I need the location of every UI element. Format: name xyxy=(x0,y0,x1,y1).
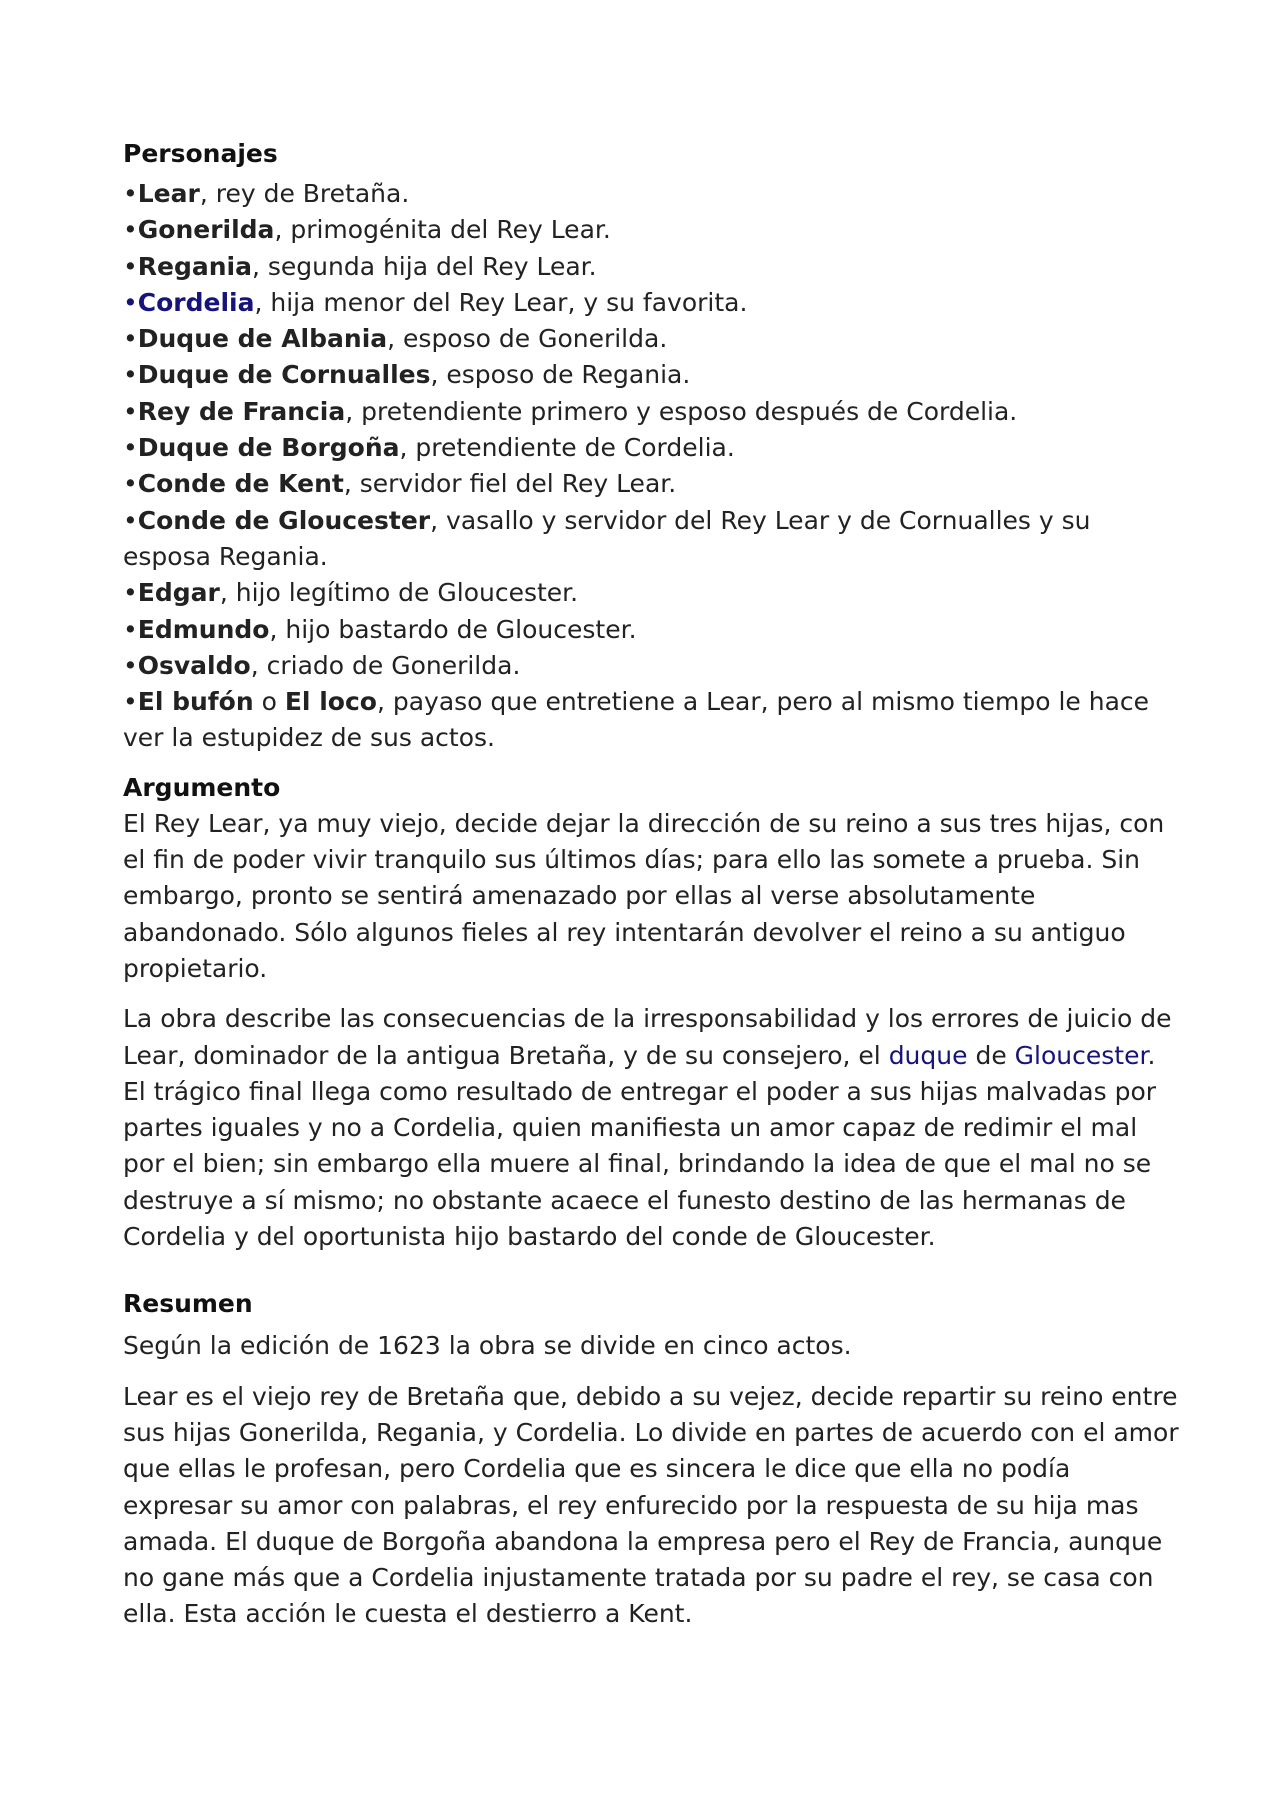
section-heading-personajes: Personajes xyxy=(123,139,278,168)
list-item: •Conde de Kent, servidor fiel del Rey Lear. xyxy=(123,469,677,499)
list-item: •Duque de Borgoña, pretendiente de Cordelia. xyxy=(123,433,735,463)
paragraph: Según la edición de 1623 la obra se divide en cinco actos. xyxy=(123,1331,852,1361)
list-item: •Duque de Albania, esposo de Gonerilda. xyxy=(123,324,668,354)
list-item: •Rey de Francia, pretendiente primero y esposo después de Cordelia. xyxy=(123,396,1018,426)
character-name: Gonerilda xyxy=(137,215,275,245)
character-name: Duque de Albania xyxy=(137,324,388,354)
list-item: •Edgar, hijo legítimo de Gloucester. xyxy=(123,578,579,608)
character-name: Conde de Gloucester xyxy=(137,505,431,535)
section-heading-argumento: Argumento xyxy=(123,772,281,802)
list-item: •Gonerilda, primogénita del Rey Lear. xyxy=(123,215,611,245)
list-item: •Lear, rey de Bretaña. xyxy=(123,179,410,208)
list-item: •El bufón o El loco, payaso que entretiene a Lear, pero al mismo tiempo le hace ver la estupidez de sus actos. xyxy=(123,687,1150,753)
duque-link[interactable]: duque xyxy=(888,1040,968,1070)
list-item: •Conde de Gloucester, vasallo y servidor del Rey Lear y de Cornualles y su esposa Regania. xyxy=(123,505,1091,571)
list-item: •Osvaldo, criado de Gonerilda. xyxy=(123,650,521,680)
list-item: •Cordelia, hija menor del Rey Lear, y su favorita. xyxy=(123,287,748,317)
character-name: Rey de Francia xyxy=(137,396,346,426)
character-name: Osvaldo xyxy=(137,650,251,680)
character-name: Regania xyxy=(137,251,252,281)
list-item: •Duque de Cornualles, esposo de Regania. xyxy=(123,360,691,390)
character-name: El bufón xyxy=(137,687,254,717)
list-item: •Edmundo, hijo bastardo de Gloucester. xyxy=(123,614,637,644)
character-name: Edgar xyxy=(137,578,220,608)
character-name: Edmundo xyxy=(137,614,270,644)
cordelia-link[interactable]: Cordelia xyxy=(137,287,255,317)
document-page xyxy=(123,136,1183,1633)
gloucester-link[interactable]: Gloucester xyxy=(1014,1040,1148,1070)
character-name: Duque de Borgoña xyxy=(137,433,400,463)
character-name: Lear xyxy=(137,179,200,208)
paragraph: El Rey Lear, ya muy viejo, decide dejar la dirección de su reino a sus tres hijas, con el fin de poder vivir tranquilo sus últimos días; para ello las somete a prueba. Sin embargo, pronto se sentirá amenazado por ellas al verse absolutamente abandonado. Sólo algunos fieles al rey intentarán devolver el reino a su antiguo propietario. xyxy=(123,808,1165,983)
character-name: Duque de Cornualles xyxy=(137,360,431,390)
character-list xyxy=(123,176,1183,757)
paragraph: La obra describe las consecuencias de la irresponsabilidad y los errores de juicio de Lear, dominador de la antigua Bretaña, y de su consejero, el duque de Gloucester. El trágico final llega como resultado de entregar el poder a sus hijas malvadas por partes iguales y no a Cordelia, quien manifiesta un amor capaz de redimir el mal por el bien; sin embargo ella muere al final, brindando la idea de que el mal no se destruye a sí mismo; no obstante acaece el funesto destino de las hermanas de Cordelia y del oportunista hijo bastardo del conde de Gloucester. xyxy=(123,1004,1172,1252)
list-item: •Regania, segunda hija del Rey Lear. xyxy=(123,251,597,281)
character-name: Conde de Kent xyxy=(137,469,344,499)
paragraph: Lear es el viejo rey de Bretaña que, debido a su vejez, decide repartir su reino entre sus hijas Gonerilda, Regania, y Cordelia. Lo divide en partes de acuerdo con el amor que ellas le profesan, pero Cordelia que es sincera le dice que ella no podía expresar su amor con palabras, el rey enfurecido por la respuesta de su hija mas amada. El duque de Borgoña abandona la empresa pero el Rey de Francia, aunque no gane más que a Cordelia injustamente tratada por su padre el rey, se casa con ella. Esta acción le cuesta el destierro a Kent. xyxy=(123,1381,1179,1629)
section-heading-resumen: Resumen xyxy=(123,1289,253,1319)
character-name: El loco xyxy=(284,687,377,717)
